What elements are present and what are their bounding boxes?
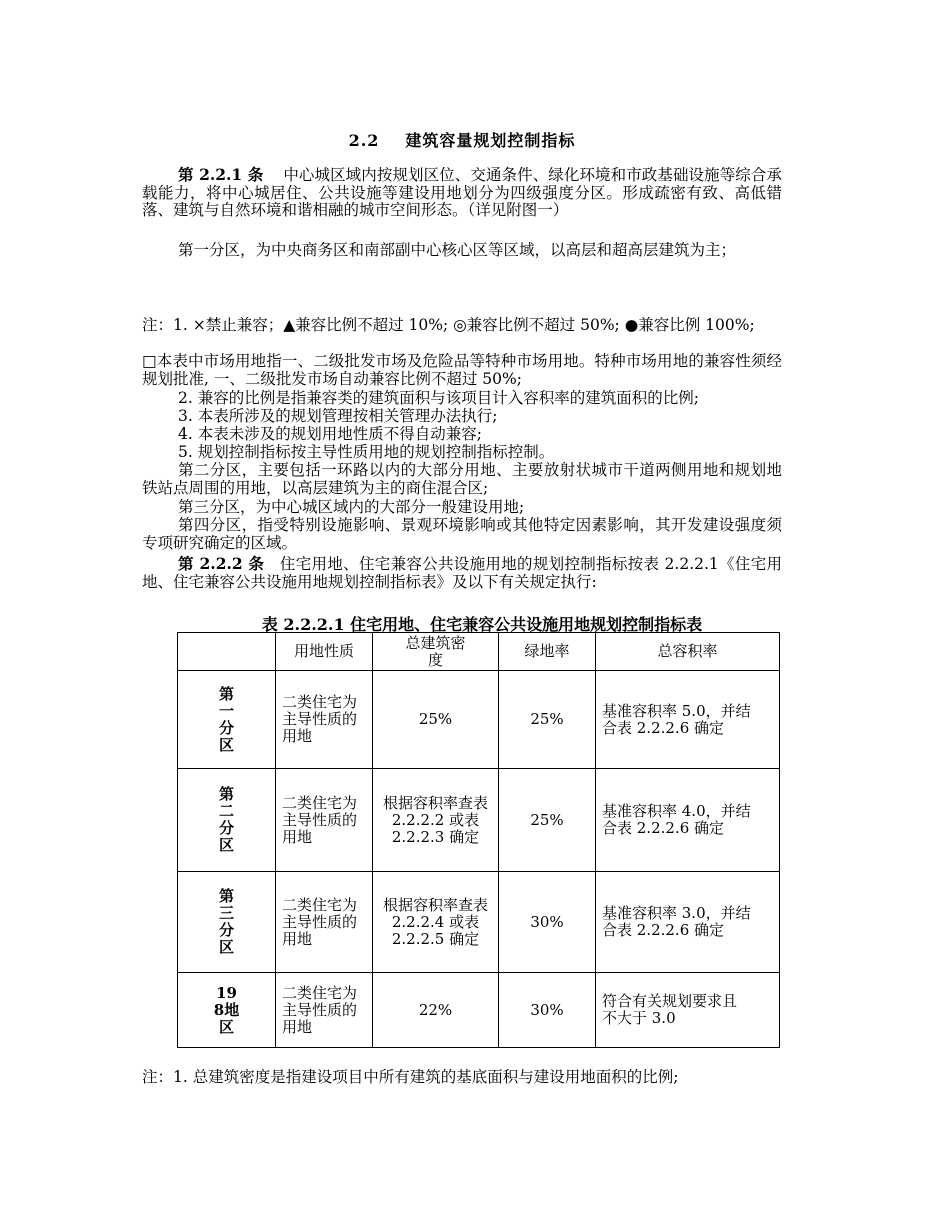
- density-cell: 根据容积率查表 2.2.2.2 或表 2.2.2.3 确定: [373, 769, 499, 872]
- table-header-row: [178, 633, 780, 671]
- far-cell: 符合有关规划要求且不大于 3.0: [596, 973, 780, 1048]
- table-row: [178, 769, 780, 872]
- green-cell: 30%: [499, 973, 596, 1048]
- note-1b: □本表中市场用地指一、二级批发市场及危险品等特种市场用地。特种市场用地的兼容性须经规划批准, 一、二级批发市场自动兼容比例不超过 50%;: [142, 352, 782, 388]
- land-use-cell: 二类住宅为主导性质的用地: [276, 769, 373, 872]
- table-row: [178, 872, 780, 973]
- table-row: [178, 973, 780, 1048]
- header-blank: [178, 633, 276, 671]
- zone-1-paragraph: 第一分区，为中央商务区和南部副中心核心区等区域，以高层和超高层建筑为主；: [178, 241, 737, 259]
- table-caption: 表 2.2.2.1 住宅用地、住宅兼容公共设施用地规划控制指标表: [261, 615, 703, 634]
- note-5: 5. 规划控制指标按主导性质用地的规划控制指标控制。: [178, 443, 555, 461]
- note-4: 4. 本表未涉及的规划用地性质不得自动兼容;: [178, 425, 482, 443]
- density-cell: 25%: [373, 671, 499, 769]
- table-row: [178, 671, 780, 769]
- article-label: 第 2.2.1 条: [178, 165, 264, 184]
- section-title: 建筑容量规划控制指标: [405, 131, 576, 150]
- far-cell: 基准容积率 4.0，并结合表 2.2.2.6 确定: [596, 769, 780, 872]
- article-2-2-2: [142, 555, 782, 591]
- green-cell: 25%: [499, 671, 596, 769]
- section-number: 2.2: [348, 131, 380, 150]
- zone-cell: 第一分区: [178, 671, 276, 769]
- zone-4-paragraph: 第四分区，指受特别设施影响、景观环境影响或其他特定因素影响，其开发建设强度须专项研究确定的区域。: [142, 516, 782, 552]
- article-text: 住宅用地、住宅兼容公共设施用地的规划控制指标按表 2.2.2.1《住宅用地、住宅兼容公共设施用地规划控制指标表》及以下有关规定执行:: [142, 555, 782, 591]
- land-use-cell: 二类住宅为主导性质的用地: [276, 973, 373, 1048]
- note-2: 2. 兼容的比例是指兼容类的建筑面积与该项目计入容积率的建筑面积的比例;: [178, 389, 699, 407]
- zone-cell: 第二分区: [178, 769, 276, 872]
- indicator-table: [177, 632, 780, 1048]
- article-label: 第 2.2.2 条: [178, 554, 265, 573]
- far-cell: 基准容积率 5.0，并结合表 2.2.2.6 确定: [596, 671, 780, 769]
- table-footnote: 注：1. 总建筑密度是指建设项目中所有建筑的基底面积与建设用地面积的比例;: [142, 1068, 679, 1086]
- zone-2-paragraph: 第二分区，主要包括一环路以内的大部分用地、主要放射状城市干道两侧用地和规划地铁站点周围的用地，以高层建筑为主的商住混合区;: [142, 461, 782, 497]
- green-cell: 30%: [499, 872, 596, 973]
- far-cell: 基准容积率 3.0，并结合表 2.2.2.6 确定: [596, 872, 780, 973]
- header-density: 总建筑密度: [373, 633, 499, 671]
- density-cell: 22%: [373, 973, 499, 1048]
- header-far: 总容积率: [596, 633, 780, 671]
- zone-3-paragraph: 第三分区，为中心城区域内的大部分一般建设用地;: [178, 498, 525, 516]
- density-cell: 根据容积率查表 2.2.2.4 或表 2.2.2.5 确定: [373, 872, 499, 973]
- land-use-cell: 二类住宅为主导性质的用地: [276, 872, 373, 973]
- zone-cell: 198地区: [178, 973, 276, 1048]
- header-green: 绿地率: [499, 633, 596, 671]
- green-cell: 25%: [499, 769, 596, 872]
- land-use-cell: 二类住宅为主导性质的用地: [276, 671, 373, 769]
- zone-cell: 第三分区: [178, 872, 276, 973]
- section-heading: [142, 128, 782, 151]
- header-land-use: 用地性质: [276, 633, 373, 671]
- article-text: 中心城区域内按规划区位、交通条件、绿化环境和市政基础设施等综合承载能力，将中心城居住、公共设施等建设用地划分为四级强度分区。形成疏密有致、高低错落、建筑与自然环境和谐相融的城市空间形态。（详见附图一）: [142, 166, 782, 219]
- note-1: 注：1. ×禁止兼容；▲兼容比例不超过 10%; ◎兼容比例不超过 50%; ●兼容比例 100%;: [142, 316, 755, 334]
- note-3: 3. 本表所涉及的规划管理按相关管理办法执行;: [178, 407, 498, 425]
- article-2-2-1: [142, 166, 782, 220]
